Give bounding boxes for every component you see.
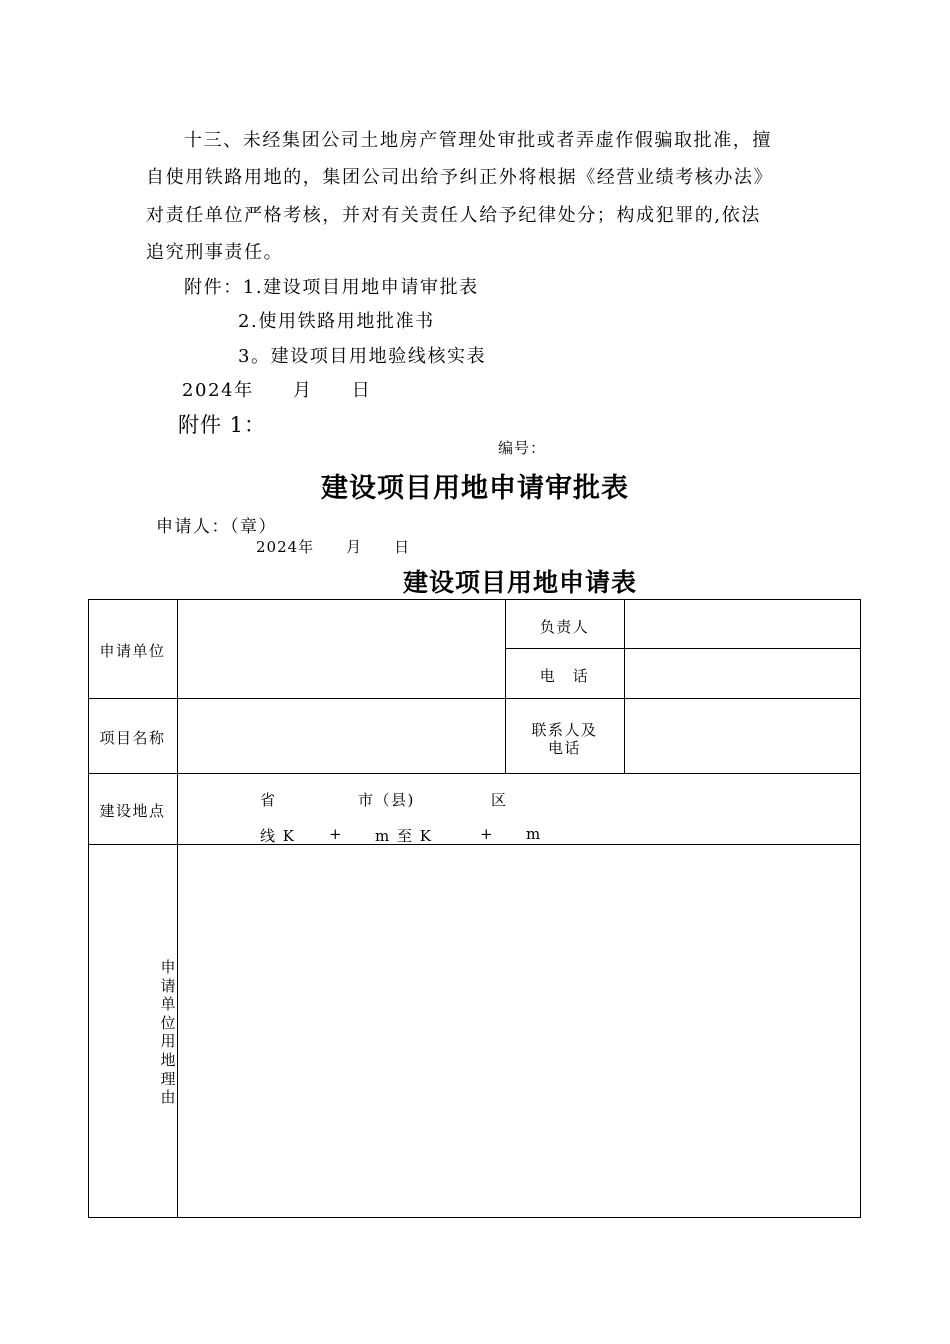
table-border-left	[88, 599, 89, 1218]
table-title: 建设项目用地申请表	[402, 568, 637, 597]
row-divider-1	[88, 698, 861, 699]
contact-label-line-1: 联系人及	[531, 721, 598, 739]
attachment-item-1: 附件：1.建设项目用地申请审批表	[184, 277, 479, 298]
location-line-start: 线 K	[260, 827, 296, 845]
table-border-top	[88, 599, 861, 600]
intro-line-1: 十三、未经集团公司土地房产管理处审批或者弄虚作假骗取批准，擅	[184, 130, 772, 151]
location-district: 区	[491, 791, 508, 809]
attachments-date: 2024年 月 日	[182, 380, 372, 401]
intro-line-4: 追究刑事责任。	[146, 242, 284, 263]
attachment-item-3: 3。建设项目用地验线核实表	[238, 346, 487, 367]
table-border-bottom	[88, 1217, 861, 1218]
form-title: 建设项目用地申请审批表	[321, 473, 629, 504]
col-divider-label	[177, 599, 178, 1218]
location-province: 省	[260, 791, 277, 809]
col-divider-right	[624, 599, 625, 774]
contact-label-line-2: 电话	[547, 739, 581, 757]
application-table	[88, 599, 861, 1218]
applicant-unit-label: 申请单位	[99, 642, 166, 660]
row-divider-phone	[505, 648, 861, 649]
location-to-k: m 至 K	[375, 827, 433, 845]
row-divider-3	[88, 844, 861, 845]
location-plus-1: +	[329, 825, 344, 843]
project-name-label: 项目名称	[99, 729, 166, 747]
intro-line-2: 自使用铁路用地的，集团公司出给予纠正外将根据《经营业绩考核办法》	[146, 167, 774, 188]
phone-label: 电 话	[539, 667, 590, 685]
attachment-item-2: 2.使用铁路用地批准书	[238, 311, 435, 332]
location-m: m	[526, 825, 542, 843]
reason-label: 申请单位用地理由	[160, 958, 176, 1107]
person-in-charge-label: 负责人	[539, 618, 590, 636]
form-date: 2024年 月 日	[256, 538, 411, 556]
intro-line-3: 对责任单位严格考核，并对有关责任人给予纪律处分；构成犯罪的,依法	[146, 205, 761, 226]
row-divider-2	[88, 773, 861, 774]
number-label: 编号：	[498, 439, 547, 457]
applicant-seal: 申请人：（章）	[156, 517, 277, 537]
location-label: 建设地点	[99, 802, 166, 820]
location-plus-2: +	[480, 825, 495, 843]
location-city: 市（县)	[358, 791, 415, 809]
table-border-right	[860, 599, 861, 1218]
attachment-1-heading: 附件 1：	[178, 413, 267, 437]
